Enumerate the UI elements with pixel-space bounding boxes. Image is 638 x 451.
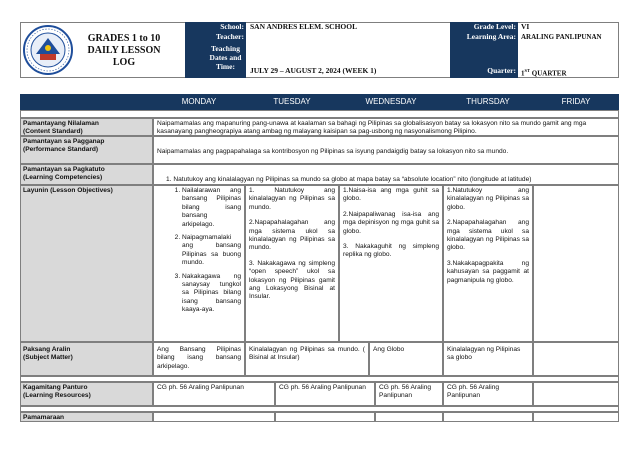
- thursday-objective-item: 1.Natutukoy ang kinalalagyan ng Pilipinas sa globo.: [447, 187, 529, 211]
- objectives-label: Layunin (Lesson Objectives): [20, 185, 153, 342]
- thursday-subject: Kinalalagyan ng Pilipinas sa globo: [443, 342, 533, 376]
- friday-procedure: [533, 412, 619, 422]
- quarter-label: Quarter:: [450, 42, 518, 78]
- wednesday-procedure: [375, 412, 443, 422]
- competencies-title: Pamantayan sa Pagkatuto: [23, 166, 105, 173]
- performance-standard-text: Naipamamalas ang pagpapahalaga sa kontribosyon ng Pilipinas sa isyung pandaigdig batay sa lokasyon nito sa mundo.: [153, 136, 619, 164]
- monday-procedure: [153, 412, 275, 422]
- resources-label: [20, 382, 153, 406]
- resources-title: Kagamitang Panturo: [23, 384, 88, 391]
- monday-subject: Ang Bansang Pilipinas bilang isang bansang arkipelago.: [153, 342, 245, 376]
- day-header-monday: MONDAY: [153, 94, 245, 110]
- subject-matter-subtitle: (Subject Matter): [23, 354, 73, 362]
- competencies-label: [20, 164, 153, 185]
- monday-objective-item: 2. Naipagmamalaki ang bansang Pilipinas sa buong mundo.: [182, 234, 241, 268]
- thursday-objectives: [443, 185, 533, 342]
- friday-resources: [533, 382, 619, 406]
- grade-level-label: Grade Level:: [450, 22, 518, 32]
- tuesday-resources: CG ph. 56 Araling Panlipunan: [275, 382, 375, 406]
- title-line-1: GRADES 1 to 10: [87, 33, 161, 44]
- grade-level-value: VI: [521, 22, 530, 31]
- thursday-procedure: [443, 412, 533, 422]
- resources-subtitle: (Learning Resources): [23, 392, 91, 400]
- monday-objective-item: 3. Nakakagawa ng sanaysay tungkol sa Pilipinas bilang isang bansang kaaya-aya.: [182, 273, 241, 315]
- teacher-label: Teacher:: [185, 32, 246, 42]
- wednesday-objectives: [339, 185, 443, 342]
- spacer-row: [20, 110, 619, 118]
- quarter-suffix: ST: [524, 68, 531, 73]
- thursday-objective-item: 3.Nakakapagpakita ng kahusayan sa paggamit at pagmanipula ng globo.: [447, 259, 529, 284]
- tuesday-procedure: [275, 412, 375, 422]
- monday-objectives: [153, 185, 245, 342]
- quarter-value: [521, 65, 617, 77]
- quarter-number: 1: [521, 69, 525, 78]
- tuesday-objective-item: 1. Natutukoy ang kinalalagyan ng Pilipinas sa mundo.: [249, 187, 335, 211]
- tuesday-objectives: [245, 185, 339, 342]
- procedure-label: Pamamaraan: [20, 412, 153, 422]
- day-header-friday: FRIDAY: [533, 94, 619, 110]
- wednesday-objective-item: 3. Nakakaguhit ng simpleng replika ng globo.: [343, 243, 439, 259]
- content-standard-subtitle: (Content Standard): [23, 128, 83, 136]
- subject-matter-title: Paksang Aralin: [23, 346, 71, 353]
- friday-subject: [533, 342, 619, 376]
- performance-standard-subtitle: (Performance Standard): [23, 146, 99, 154]
- day-header-tuesday: TUESDAY: [245, 94, 339, 110]
- monday-resources: CG ph. 56 Araling Panlipunan: [153, 382, 275, 406]
- learning-area-label: Learning Area:: [450, 32, 518, 42]
- content-standard-label: [20, 118, 153, 136]
- wednesday-objective-item: 2.Naipapaliwanag isa-isa ang mga depinisyon ng mga guhit sa globo.: [343, 210, 439, 235]
- subject-matter-label: [20, 342, 153, 376]
- wednesday-objective-item: 1.Naisa-isa ang mga guhit sa globo.: [343, 187, 439, 203]
- teaching-dates-value: JULY 29 – AUGUST 2, 2024 (WEEK 1): [250, 66, 377, 75]
- quarter-word: QUARTER: [530, 69, 567, 78]
- tuesday-objective-item: 2.Napapahalagahan ang mga sistema ukol sa kinalalagyan ng Pilipinas sa mundo.: [249, 219, 335, 252]
- title-line-2: DAILY LESSON LOG: [87, 45, 161, 68]
- wednesday-resources: CG ph. 56 Araling Panlipunan: [375, 382, 443, 406]
- competencies-text: 1. Natutukoy ang kinalalagyan ng Pilipinas sa mundo sa globo at mapa batay sa “absolute location” nito (longitude at latitude): [153, 164, 619, 185]
- page-title: [76, 33, 172, 69]
- deped-seal-logo: [22, 24, 74, 76]
- performance-standard-title: Pamantayan sa Pagganap: [23, 138, 105, 145]
- performance-standard-label: [20, 136, 153, 164]
- tuesday-objective-item: 3. Nakakagawa ng simpleng “open speech” ukol sa lokasyon ng Pilipinas gamit ang Lokasyong Bisinal at Insular.: [249, 259, 335, 301]
- wednesday-subject: Ang Globo: [369, 342, 443, 376]
- thursday-objective-item: 2.Napapahalagahan ang mga sistema ukol sa kinalalagyan ng Pilipinas sa globo.: [447, 219, 529, 252]
- school-label: School:: [185, 22, 246, 32]
- content-standard-text: Naipamamalas ang mapanuring pang-unawa at kaalaman sa bahagi ng Pilipinas sa globalisasyon batay sa lokasyon nito sa mundo gamit ang mga kasanayang pangheograpiya atang ambag ng malayang kaisipan sa pag-usbong ng nasyonalismong Pilipino.: [153, 118, 619, 136]
- content-standard-title: Pamantayang Nilalaman: [23, 120, 99, 127]
- competencies-subtitle: (Learning Competencies): [23, 174, 103, 182]
- school-value: SAN ANDRES ELEM. SCHOOL: [250, 22, 358, 31]
- teacher-value: [250, 32, 450, 42]
- teaching-dates-label: Teaching Dates and Time:: [185, 42, 246, 78]
- day-header-wednesday: WEDNESDAY: [339, 94, 443, 110]
- learning-area-value: ARALING PANLIPUNAN: [521, 33, 602, 41]
- monday-objective-item: 1. Nailalarawan ang bansang Pilipinas bilang isang bansang arkipelago.: [182, 187, 241, 229]
- day-header-thursday: THURSDAY: [443, 94, 533, 110]
- tuesday-subject: Kinalalagyan ng Pilipinas sa mundo. ( Bisinal at Insular): [245, 342, 369, 376]
- thursday-resources: CG ph. 56 Araling Panlipunan: [443, 382, 533, 406]
- friday-objectives: [533, 185, 619, 342]
